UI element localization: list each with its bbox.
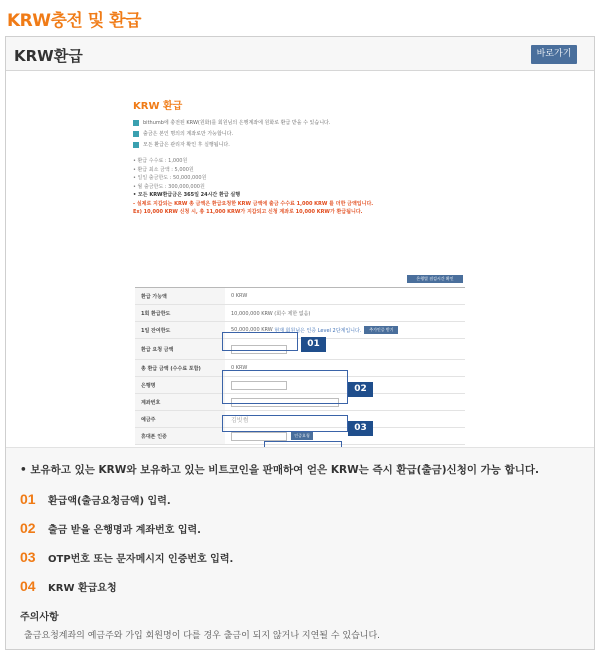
fee-line: • 일일 출금한도 : 50,000,000원 — [133, 175, 207, 181]
bullet-square-icon — [133, 142, 139, 148]
screenshot-title: KRW 환급 — [133, 101, 183, 112]
note-item: 출금은 본인 명의의 계좌로만 가능합니다. — [133, 128, 463, 139]
step-item: 03 OTP번호 또는 문자메시지 인증번호 입력. — [20, 549, 234, 565]
fee-line: • 월 출금한도 : 300,000,000원 — [133, 183, 205, 190]
step-item: 04 KRW 환급요청 — [20, 578, 117, 594]
caution-title: 주의사항 — [20, 612, 59, 623]
refund-card — [5, 36, 595, 650]
table-row: 계좌번호 — [135, 394, 465, 411]
fee-line: • 환급 수수료 : 1,000원 — [133, 158, 188, 164]
tag-02: 02 — [348, 382, 373, 397]
example-line: Ex) 10,000 KRW 신청 시, 총 11,000 KRW가 지갑되고 신청 계좌로 10,000 KRW가 환급됩니다. — [133, 209, 363, 215]
caution-text: 출금요청계좌의 예금주와 가입 회원명이 다를 경우 출금이 되지 않거나 지연될 수 있습니다. — [24, 631, 381, 641]
hours-line: • 모든 KRW환급금은 365일 24시간 환급 실행 — [133, 192, 241, 198]
table-row: 환급 가능액 0 KRW — [135, 288, 465, 305]
step-item: 01 환급액(출금요청금액) 입력. — [20, 491, 171, 507]
tag-03: 03 — [348, 421, 373, 436]
highlight-box-03 — [222, 415, 348, 432]
highlight-box-02 — [222, 370, 348, 404]
tag-01: 01 — [301, 337, 326, 352]
page-title: KRW충전 및 환급 — [7, 11, 141, 31]
extra-auth-button[interactable]: 추가인증 받기 — [364, 326, 398, 334]
table-row: 1회 환급한도 10,000,000 KRW (회수 제한 없음) — [135, 305, 465, 322]
table-row: 휴대폰 인증 인증요청 — [135, 428, 465, 445]
highlight-box-01 — [222, 332, 298, 351]
warning-line: - 실제로 지갑되는 KRW 총 금액은 환급요청한 KRW 금액에 출금 수수료 1,000 KRW 를 더한 금액입니다. — [133, 200, 374, 207]
fee-info — [133, 157, 463, 217]
bullet-square-icon — [133, 120, 139, 126]
bank-hours-button[interactable]: 은행별 점검시간 확인 — [407, 275, 463, 283]
steps-lead: • 보유하고 있는 KRW와 보유하고 있는 비트코인을 판매하여 얻은 KRW는 즉시 환급(출금)신청이 가능 합니다. — [20, 464, 540, 476]
note-item: 모든 환급은 관리자 확인 후 실행됩니다. — [133, 139, 463, 150]
fee-line: • 환급 최소 금액 : 5,000원 — [133, 166, 194, 173]
notes-list — [133, 117, 463, 150]
goto-button[interactable]: 바로가기 — [531, 45, 577, 64]
auth-request-button[interactable]: 인증요청 — [291, 432, 313, 440]
table-row: 은행명 — [135, 377, 465, 394]
bullet-square-icon — [133, 131, 139, 137]
table-row: 예금주 김빗썸 — [135, 411, 465, 428]
table-row: 환급 요청 금액 — [135, 339, 465, 360]
card-header — [6, 37, 594, 71]
table-row: 총 환급 금액 (수수료 포함) 0 KRW — [135, 360, 465, 377]
note-item: bithumb에 충전된 KRW(원화)를 회원님의 은행계좌에 원화로 환급 받을 수 있습니다. — [133, 117, 463, 128]
refund-form-screenshot — [117, 89, 482, 445]
table-row: 1일 잔여한도 50,000,000 KRW 현재 회원님은 인증 Level 2단계입니다. 추가인증 받기 — [135, 322, 465, 339]
step-item: 02 출금 받을 은행명과 계좌번호 입력. — [20, 520, 201, 536]
steps-section — [6, 447, 594, 649]
auth-code-input[interactable] — [231, 432, 287, 441]
section-title: KRW환급 — [14, 47, 83, 65]
